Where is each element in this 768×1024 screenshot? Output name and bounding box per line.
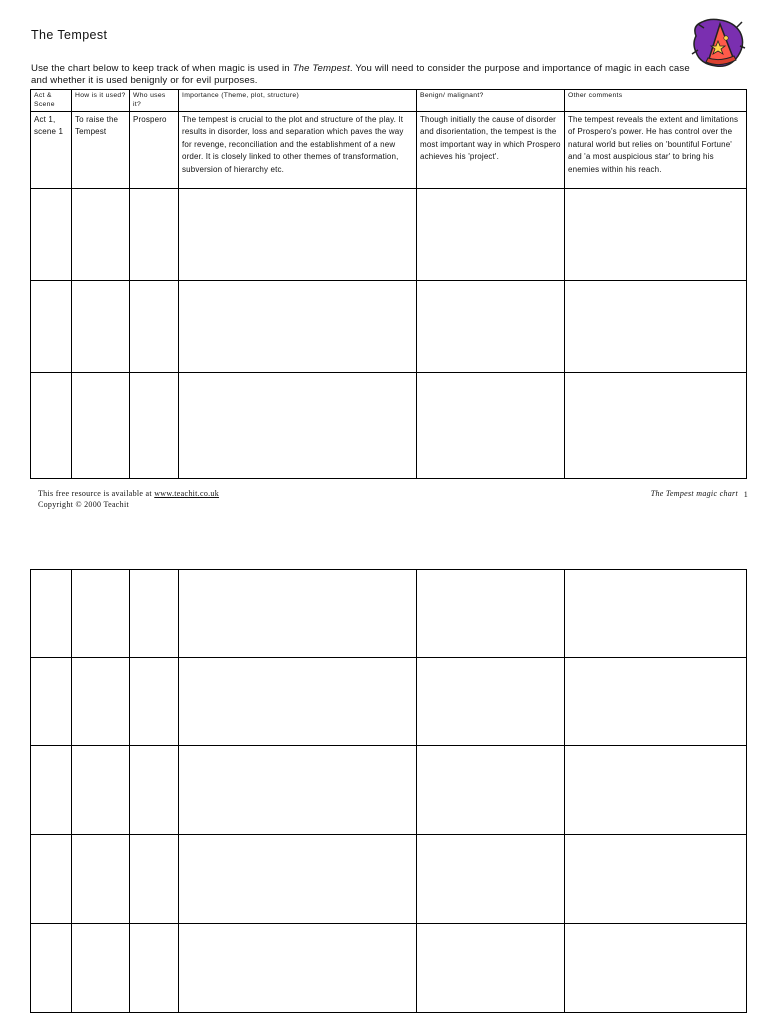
chart-name: The Tempest magic chart	[650, 489, 738, 498]
empty-table-row	[31, 746, 747, 835]
page-title: The Tempest	[31, 28, 108, 42]
cell-act-scene: Act 1, scene 1	[31, 112, 72, 189]
cell-other-comments: The tempest reveals the extent and limitations of Prospero's power. He has control over the natural world but relies on 'bountiful Fortune' and 'a most auspicious star' to bring his enemies within his reach.	[565, 112, 747, 189]
header-act-scene: Act & Scene	[31, 90, 72, 112]
table-row	[31, 112, 747, 189]
empty-table-row	[31, 373, 747, 479]
source-line: This free resource is available at www.teachit.co.uk	[38, 489, 220, 498]
source-link[interactable]: www.teachit.co.uk	[154, 489, 220, 498]
cell-how-used: To raise the Tempest	[72, 112, 130, 189]
header-benign-malignant: Benign/ malignant?	[417, 90, 565, 112]
empty-table-row	[31, 924, 747, 1013]
table-header-row	[31, 90, 747, 112]
empty-table-row	[31, 835, 747, 924]
header-who-uses: Who uses it?	[130, 90, 179, 112]
header-other-comments: Other comments	[565, 90, 747, 112]
header-how-used: How is it used?	[72, 90, 130, 112]
magic-chart-table	[30, 89, 747, 479]
page-number: 1	[743, 490, 748, 499]
copyright-line: Copyright © 2000 Teachit	[38, 500, 130, 509]
magic-chart-continuation-table	[30, 569, 747, 1013]
empty-table-row	[31, 189, 747, 281]
empty-table-row	[31, 281, 747, 373]
empty-table-row	[31, 570, 747, 658]
wizard-hat-icon	[690, 16, 746, 72]
cell-importance: The tempest is crucial to the plot and structure of the play. It results in disorder, loss and separation which paves the way for revenge, reconciliation and the establishment of a new order. It is closely linked to other themes of transformation, subversion of hierarchy etc.	[179, 112, 417, 189]
cell-who-uses: Prospero	[130, 112, 179, 189]
cell-benign-malignant: Though initially the cause of disorder and disorientation, the tempest is the most important way in which Prospero achieves his 'project'.	[417, 112, 565, 189]
header-importance: Importance (Theme, plot, structure)	[179, 90, 417, 112]
empty-table-row	[31, 658, 747, 746]
instructions-text: Use the chart below to keep track of when magic is used in The Tempest. You will need to consider the purpose and importance of magic in each case and whether it is used benignly or for evil purposes.	[31, 63, 690, 86]
page-footer	[38, 488, 754, 510]
